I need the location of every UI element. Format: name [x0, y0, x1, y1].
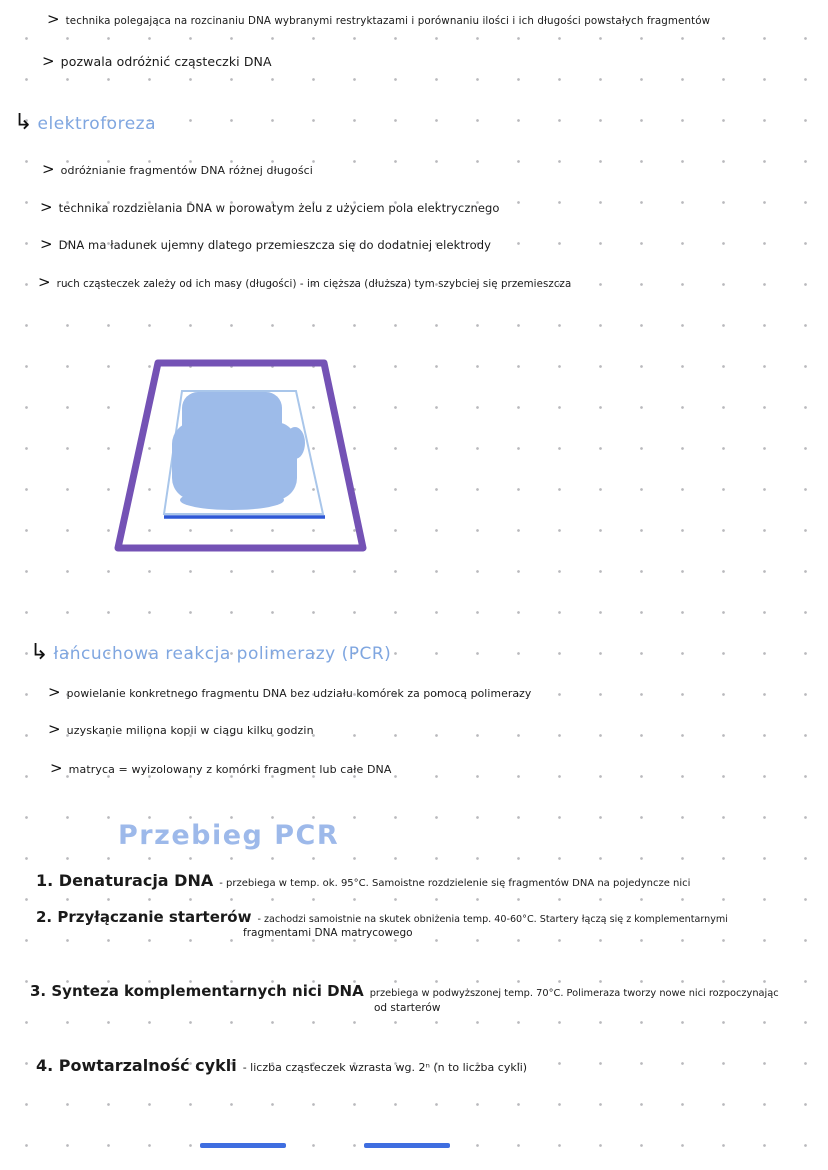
- electrophoresis-heading: elektroforeza: [37, 114, 157, 134]
- bullet-arrow-icon: >: [50, 759, 63, 777]
- gel-blob: [172, 392, 305, 510]
- bullet-arrow-icon: >: [40, 198, 53, 216]
- bullet-arrow-icon: >: [42, 160, 55, 178]
- step-lead: 2. Przyłączanie starterów: [36, 908, 252, 926]
- pcr-step-1: [36, 871, 690, 890]
- return-arrow-icon: ↳: [30, 640, 49, 665]
- pcr-bullet-3: > matryca = wyizolowany z komórki fragment lub całe DNA: [50, 759, 392, 777]
- electrophoresis-bullet-3: > DNA ma ładunek ujemny dlatego przemieszcza się do dodatniej elektrody: [40, 235, 492, 253]
- pcr-process-title: Przebieg PCR: [118, 820, 340, 851]
- bullet-arrow-icon: >: [38, 273, 51, 291]
- step-lead: 3. Synteza komplementarnych nici DNA: [30, 982, 364, 1000]
- pcr-section-header: [30, 640, 391, 665]
- electrophoresis-bullet-4: > ruch cząsteczek zależy od ich masy (długości) - im cięższa (dłuższa) tym szybciej się przemieszcza: [38, 273, 572, 291]
- electrophoresis-bullet-2: > technika rozdzielania DNA w porowatym żelu z użyciem pola elektrycznego: [40, 198, 500, 216]
- step-text: - przebiega w temp. ok. 95°C. Samoistne rozdzielenie się fragmentów DNA na pojedyncze nici: [219, 878, 691, 889]
- pcr-step-3: [30, 982, 779, 1000]
- bullet-arrow-icon: >: [48, 720, 61, 738]
- pcr-step-4: [36, 1056, 527, 1075]
- pcr-step-3-continuation: od starterów: [374, 1002, 441, 1014]
- step-text: przebiega w podwyższonej temp. 70°C. Polimeraza tworzy nowe nici rozpoczynając: [369, 988, 779, 999]
- pcr-step-2-continuation: fragmentami DNA matrycowego: [243, 927, 413, 939]
- pcr-bullet-2: > uzyskanie miliona kopii w ciągu kilku godzin: [48, 720, 314, 738]
- page-indicator-bar-1[interactable]: [200, 1143, 286, 1148]
- bullet-arrow-icon: >: [47, 10, 60, 28]
- bullet-arrow-icon: >: [42, 52, 55, 70]
- pcr-heading: łańcuchowa reakcja polimerazy (PCR): [53, 644, 392, 664]
- pcr-bullet-1: > powielanie konkretnego fragmentu DNA bez udziału komórek za pomocą polimerazy: [48, 683, 532, 701]
- step-lead: 1. Denaturacja DNA: [36, 871, 214, 890]
- bullet-arrow-icon: >: [48, 683, 61, 701]
- page-indicator-bar-2[interactable]: [364, 1143, 450, 1148]
- rflp-bullet-1: > technika polegająca na rozcinaniu DNA wybranymi restryktazami i porównaniu ilości i ich długości powstałych fragmentów: [47, 10, 711, 28]
- electrophoresis-section-header: [14, 110, 156, 135]
- pcr-step-2: [36, 908, 728, 926]
- return-arrow-icon: ↳: [14, 110, 33, 135]
- step-text: - liczba cząsteczek wzrasta wg. 2ⁿ (n to liczba cykli): [242, 1061, 528, 1074]
- bullet-arrow-icon: >: [40, 235, 53, 253]
- rflp-bullet-2: > pozwala odróżnić cząsteczki DNA: [42, 52, 272, 70]
- step-lead: 4. Powtarzalność cykli: [36, 1056, 237, 1075]
- step-text: - zachodzi samoistnie na skutek obniżenia temp. 40-60°C. Startery łączą się z komplementarnymi: [257, 914, 728, 925]
- electrophoresis-bullet-1: > odróżnianie fragmentów DNA różnej długości: [42, 160, 313, 178]
- gel-electrophoresis-drawing: [100, 350, 380, 560]
